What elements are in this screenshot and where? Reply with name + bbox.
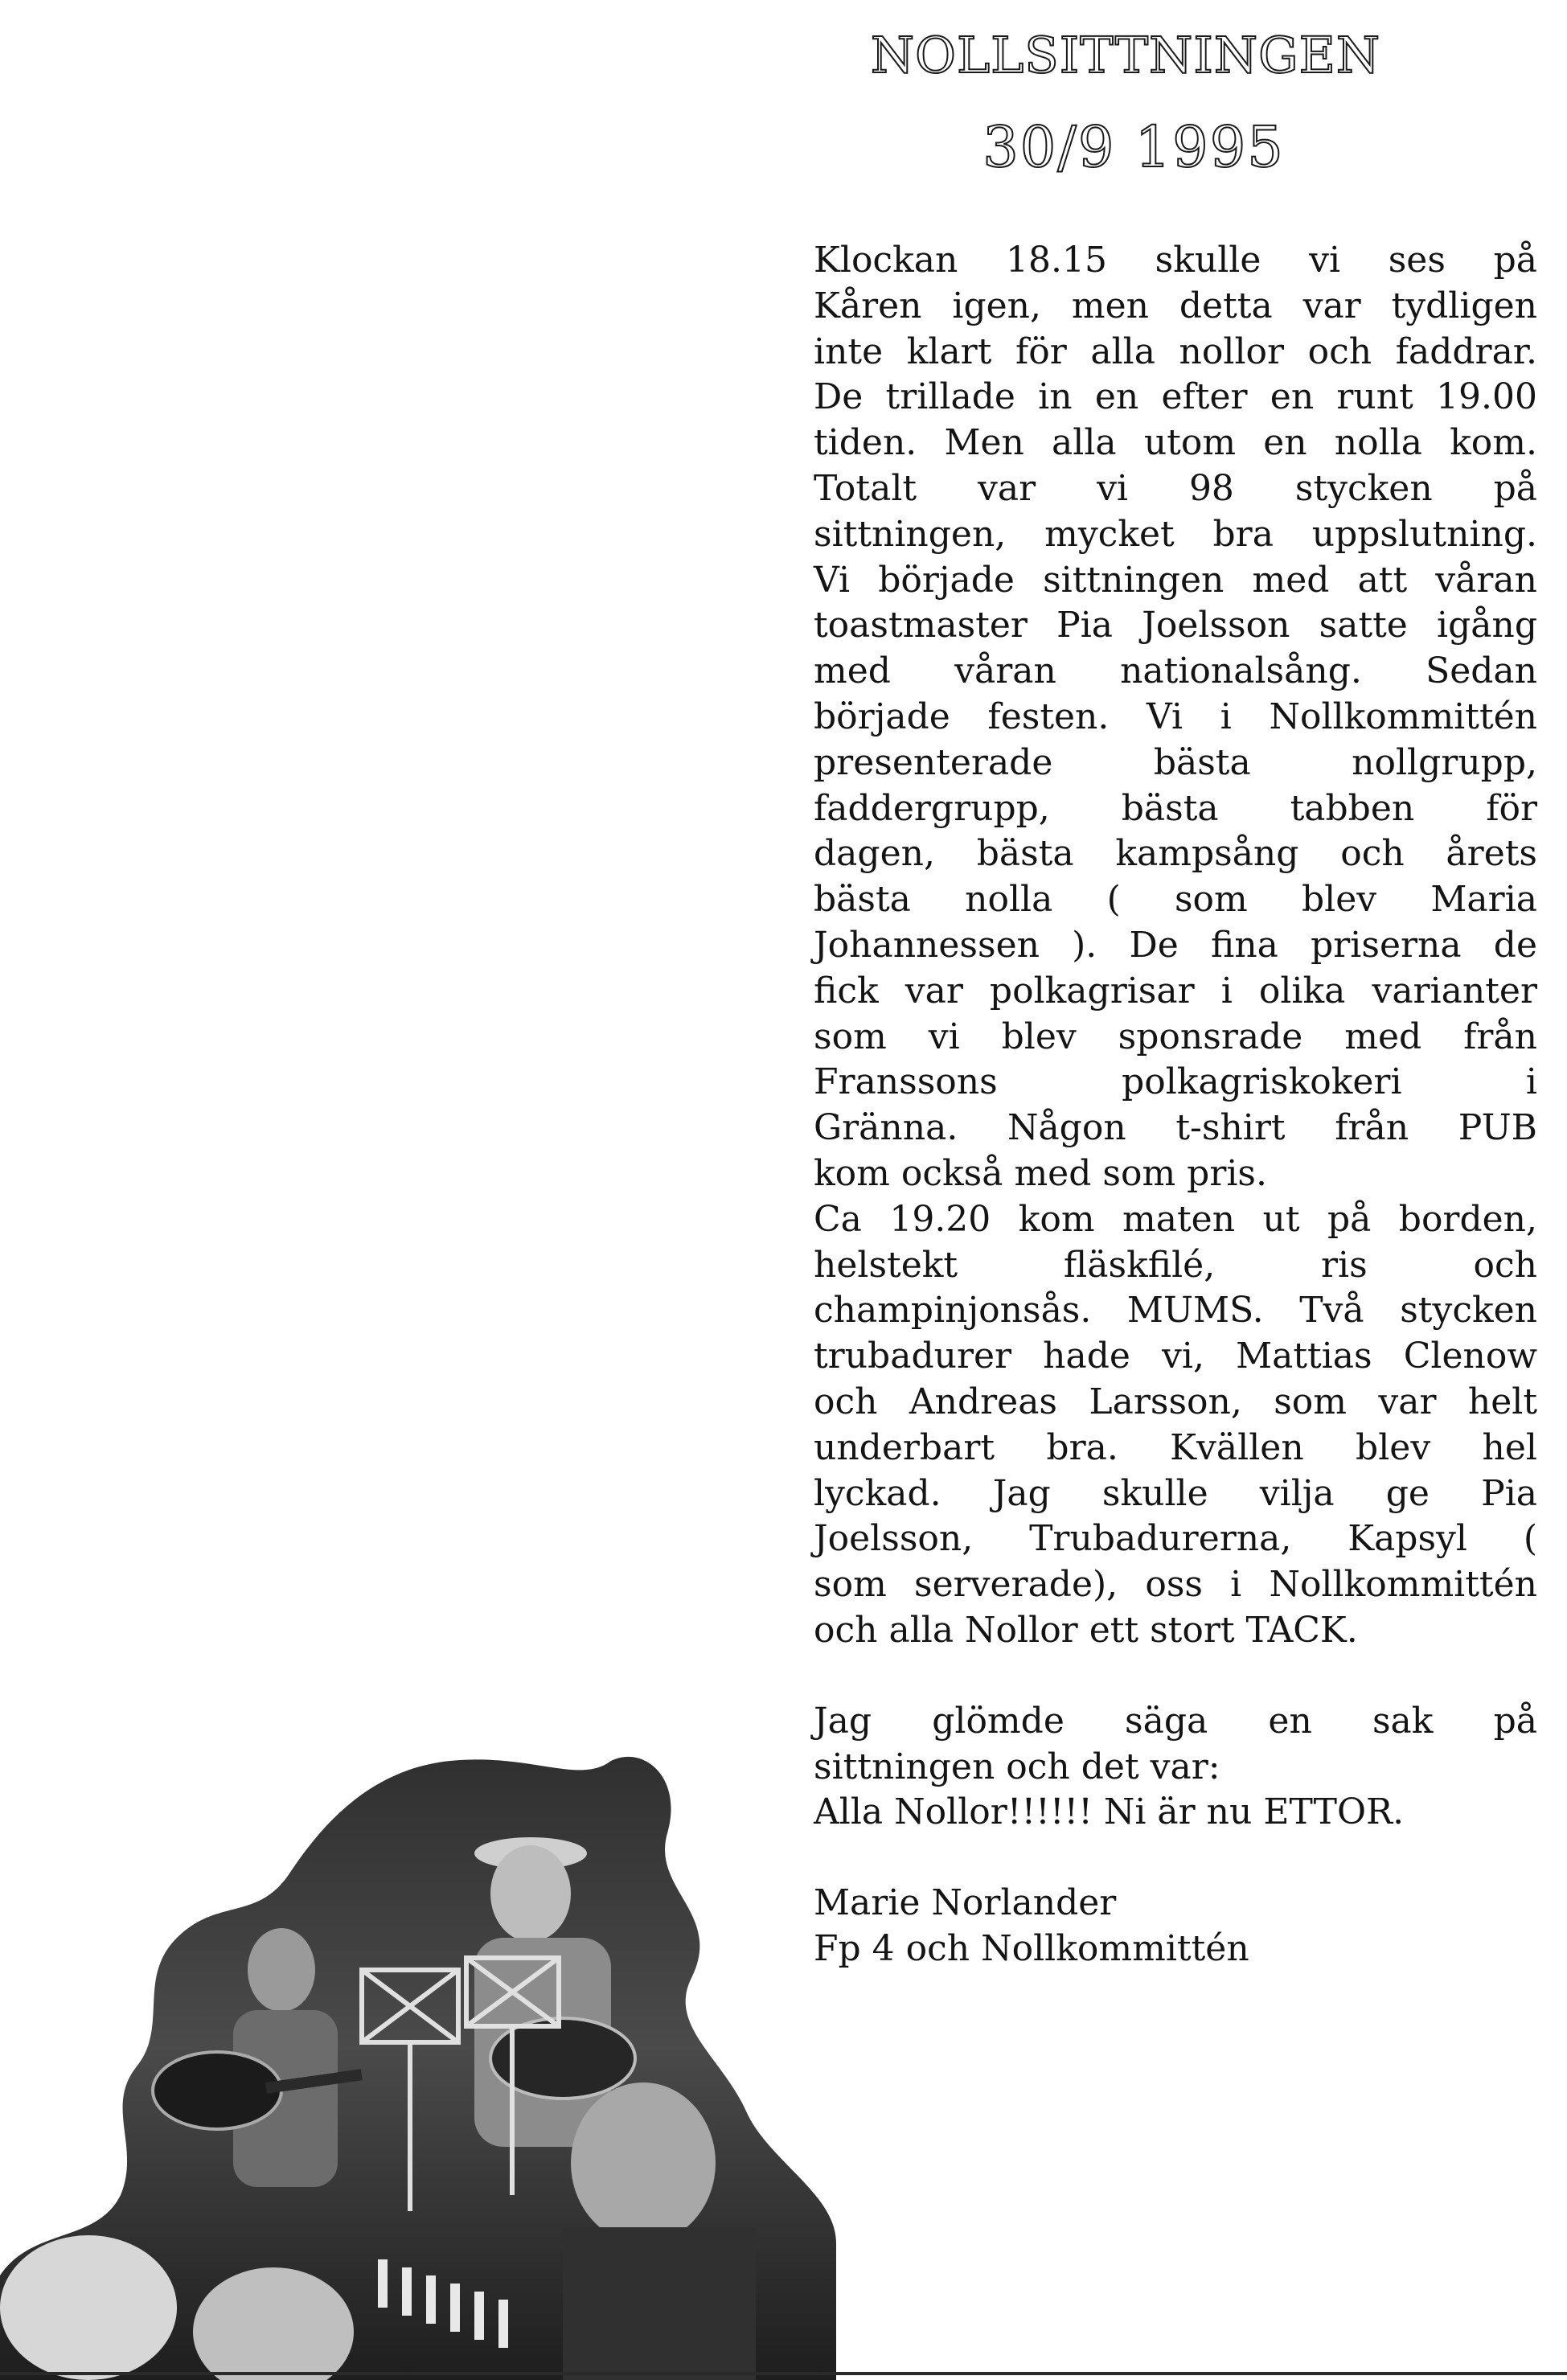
text-line: De trillade in en efter en runt 19.00 bbox=[814, 376, 1537, 418]
text-line: som serverade), oss i Nollkommittén bbox=[814, 1564, 1537, 1606]
paragraph-1 bbox=[814, 238, 1537, 1197]
paragraph-3 bbox=[814, 1699, 1537, 1836]
text-line: kom också med som pris. bbox=[814, 1152, 1267, 1194]
author-name: Marie Norlander bbox=[814, 1882, 1117, 1924]
paragraph-2 bbox=[814, 1197, 1537, 1654]
left-guitar bbox=[153, 2052, 281, 2129]
page-title: NOLLSITTNINGEN bbox=[870, 26, 1381, 84]
text-line: med våran nationalsång. Sedan bbox=[814, 650, 1537, 692]
text-line: och Andreas Larsson, som var helt bbox=[814, 1381, 1537, 1422]
signature bbox=[814, 1881, 1537, 1972]
text-line: presenterade bästa nollgrupp, bbox=[814, 741, 1537, 783]
text-line: bästa nolla ( som blev Maria bbox=[814, 879, 1537, 921]
text-line: Franssons polkagriskokeri i bbox=[814, 1061, 1537, 1103]
text-line: trubadurer hade vi, Mattias Clenow bbox=[814, 1336, 1537, 1377]
text-line: inte klart för alla nollor och faddrar. bbox=[814, 330, 1537, 372]
text-line: sittningen, mycket bra uppslutning. bbox=[814, 513, 1537, 555]
text-line: Kåren igen, men detta var tydligen bbox=[814, 285, 1537, 326]
text-line: sittningen och det var: bbox=[814, 1746, 1220, 1787]
text-line: som vi blev sponsrade med från bbox=[814, 1016, 1537, 1057]
text-line: underbart bra. Kvällen blev hel bbox=[814, 1426, 1537, 1468]
text-line: började festen. Vi i Nollkommittén bbox=[814, 696, 1537, 737]
text-line: Klockan 18.15 skulle vi ses på bbox=[814, 240, 1537, 281]
text-line: Joelsson, Trubadurerna, Kapsyl ( bbox=[814, 1518, 1537, 1560]
text-line: och alla Nollor ett stort TACK. bbox=[814, 1609, 1358, 1651]
text-line: Alla Nollor!!!!!! Ni är nu ETTOR. bbox=[814, 1791, 1405, 1833]
page-date: 30/9 1995 bbox=[982, 114, 1285, 180]
text-line: Totalt var vi 98 stycken på bbox=[814, 467, 1537, 509]
article-body bbox=[814, 238, 1537, 1972]
text-line: Vi började sittningen med att våran bbox=[814, 559, 1537, 601]
right-musician-head bbox=[490, 1845, 571, 1942]
text-line: Ca 19.20 kom maten ut på borden, bbox=[814, 1198, 1537, 1240]
text-line: Gränna. Någon t-shirt från PUB bbox=[814, 1107, 1537, 1149]
text-line: dagen, bästa kampsång och årets bbox=[814, 833, 1537, 875]
left-musician-head bbox=[248, 1928, 315, 2012]
audience-head bbox=[0, 2235, 177, 2380]
text-line: faddergrupp, bästa tabben för bbox=[814, 787, 1537, 829]
text-line: helstekt fläskfilé, ris och bbox=[814, 1244, 1537, 1286]
author-affiliation: Fp 4 och Nollkommittén bbox=[814, 1927, 1249, 1969]
text-line: lyckad. Jag skulle vilja ge Pia bbox=[814, 1472, 1537, 1514]
text-line: Jag glömde säga en sak på bbox=[814, 1700, 1537, 1742]
text-line: champinjonsås. MUMS. Två stycken bbox=[814, 1290, 1537, 1332]
text-line: Johannessen ). De fina priserna de bbox=[814, 924, 1537, 966]
audience-head bbox=[571, 2082, 716, 2243]
bottom-rule bbox=[0, 2372, 1567, 2375]
text-line: tiden. Men alla utom en nolla kom. bbox=[814, 422, 1537, 464]
troubadours-photo bbox=[0, 1713, 836, 2380]
text-line: fick var polkagrisar i olika varianter bbox=[814, 970, 1537, 1012]
text-line: toastmaster Pia Joelsson satte igång bbox=[814, 605, 1537, 646]
